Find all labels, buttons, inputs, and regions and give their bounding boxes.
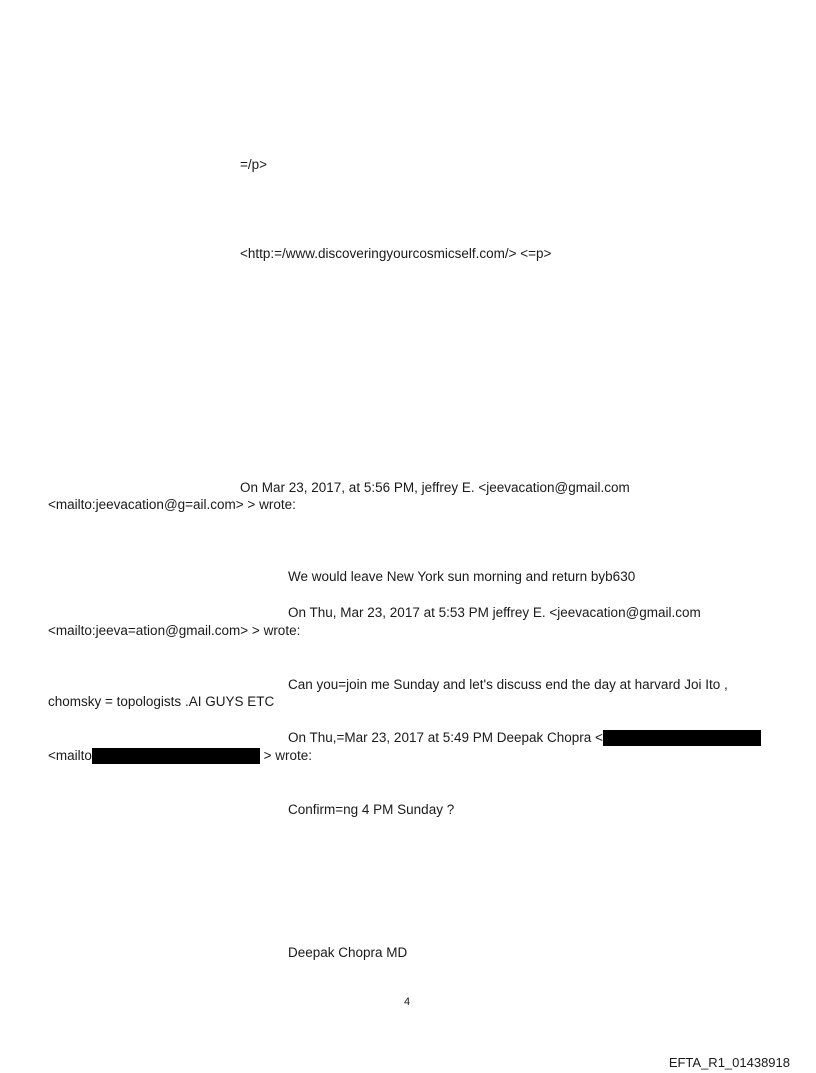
- redaction-block-mailto: [92, 748, 260, 764]
- reply3-header-line1: [288, 730, 761, 746]
- bates-number: EFTA_R1_01438918: [668, 1055, 790, 1070]
- reply3-mailto-prefix: <mailto: [48, 748, 92, 763]
- reply2-body-line2: chomsky = topologists .AI GUYS ETC: [48, 694, 275, 709]
- html-fragment-close-p: =/p>: [240, 157, 268, 172]
- reply3-wrote-suffix: > wrote:: [259, 748, 313, 763]
- page-number: 4: [404, 996, 411, 1008]
- reply1-body: We would leave New York sun morning and return byb630: [288, 569, 636, 584]
- website-link-text: <http:=/www.discoveringyourcosmicself.com/> <=p>: [240, 246, 552, 261]
- reply2-header-line2: <mailto:jeeva=ation@gmail.com> > wrote:: [48, 623, 301, 638]
- reply2-header-line1: On Thu, Mar 23, 2017 at 5:53 PM jeffrey E. <jeevacation@gmail.com: [288, 605, 701, 620]
- reply3-header-line2: [48, 748, 312, 764]
- reply3-body: Confirm=ng 4 PM Sunday ?: [288, 802, 455, 817]
- reply3-header-text: On Thu,=Mar 23, 2017 at 5:49 PM Deepak Chopra <: [288, 730, 603, 745]
- reply1-header-line1: On Mar 23, 2017, at 5:56 PM, jeffrey E. <jeevacation@gmail.com: [240, 480, 630, 495]
- reply1-header-line2: <mailto:jeevacation@g=ail.com> > wrote:: [48, 497, 296, 512]
- reply2-body-line1: Can you=join me Sunday and let's discuss end the day at harvard Joi Ito ,: [288, 677, 728, 692]
- signature: Deepak Chopra MD: [288, 945, 408, 960]
- redaction-block-email: [603, 730, 761, 746]
